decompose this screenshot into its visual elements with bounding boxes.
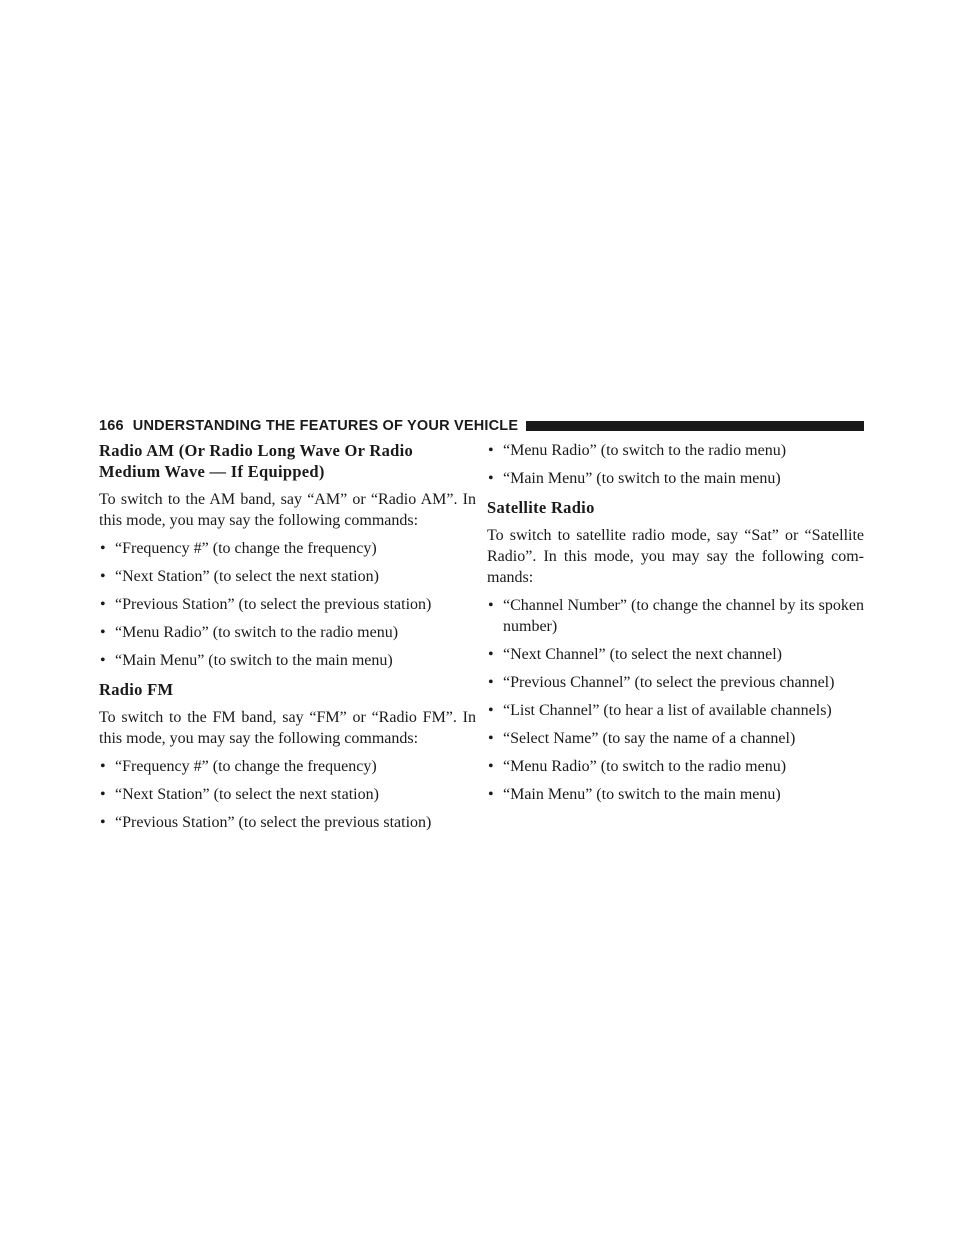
list-item — [99, 812, 476, 833]
bullet-icon: • — [100, 652, 106, 669]
page-number: 166 — [99, 418, 124, 434]
list-item — [487, 644, 864, 665]
bullet-icon: • — [488, 470, 494, 487]
bullet-icon: • — [100, 540, 106, 557]
section-title: UNDERSTANDING THE FEATURES OF YOUR VEHICLE — [132, 418, 519, 434]
list-item — [487, 595, 864, 637]
list-item-text: “Menu Radio” (to switch to the radio menu) — [115, 624, 399, 641]
list-item-text: “Previous Station” (to select the previous station) — [115, 814, 432, 831]
list-item-text: “Main Menu” (to switch to the main menu) — [503, 786, 781, 803]
fm-intro: To switch to the FM band, say “FM” or “Radio FM”. In this mode, you may say the following commands: — [99, 709, 476, 747]
fm-command-list-continued — [487, 440, 864, 489]
list-item-text: “Main Menu” (to switch to the main menu) — [115, 652, 393, 669]
list-item — [99, 784, 476, 805]
bullet-icon: • — [100, 786, 106, 803]
left-column — [99, 440, 476, 840]
satellite-heading: Satellite Radio — [487, 498, 595, 517]
list-item-text: “Frequency #” (to change the frequency) — [115, 540, 377, 557]
list-item — [487, 784, 864, 805]
list-item — [487, 468, 864, 489]
list-item-text: “Next Channel” (to select the next channel) — [503, 646, 782, 663]
fm-heading: Radio FM — [99, 680, 174, 699]
bullet-icon: • — [488, 786, 494, 803]
list-item — [487, 700, 864, 721]
bullet-icon: • — [100, 624, 106, 641]
list-item-text: “Previous Channel” (to select the previous channel) — [503, 674, 835, 691]
bullet-icon: • — [100, 814, 106, 831]
list-item — [99, 594, 476, 615]
list-item — [487, 672, 864, 693]
list-item — [99, 622, 476, 643]
satellite-command-list — [487, 595, 864, 805]
list-item — [487, 440, 864, 461]
bullet-icon: • — [488, 597, 494, 614]
list-item-text: “Channel Number” (to change the channel by its spoken number) — [503, 597, 864, 635]
list-item — [487, 756, 864, 777]
bullet-icon: • — [488, 442, 494, 459]
list-item-text: “Previous Station” (to select the previous station) — [115, 596, 432, 613]
list-item — [487, 728, 864, 749]
list-item — [99, 538, 476, 559]
list-item — [99, 756, 476, 777]
bullet-icon: • — [100, 568, 106, 585]
list-item-text: “Select Name” (to say the name of a channel) — [503, 730, 796, 747]
list-item-text: “Main Menu” (to switch to the main menu) — [503, 470, 781, 487]
header-rule — [526, 421, 864, 431]
list-item-text: “Next Station” (to select the next station) — [115, 786, 379, 803]
page-header — [99, 416, 864, 436]
bullet-icon: • — [100, 758, 106, 775]
list-item-text: “List Channel” (to hear a list of available channels) — [503, 702, 832, 719]
bullet-icon: • — [100, 596, 106, 613]
bullet-icon: • — [488, 730, 494, 747]
fm-command-list — [99, 756, 476, 833]
bullet-icon: • — [488, 702, 494, 719]
list-item-text: “Menu Radio” (to switch to the radio menu) — [503, 442, 787, 459]
bullet-icon: • — [488, 674, 494, 691]
am-heading: Radio AM (Or Radio Long Wave Or Radio Medium Wave — If Equipped) — [99, 441, 414, 481]
list-item-text: “Frequency #” (to change the frequency) — [115, 758, 377, 775]
right-column — [487, 440, 864, 812]
list-item-text: “Next Station” (to select the next station) — [115, 568, 379, 585]
list-item — [99, 650, 476, 671]
satellite-intro: To switch to satellite radio mode, say “Sat” or “Satellite Radio”. In this mode, you may say the following com-mands: — [487, 527, 864, 586]
list-item-text: “Menu Radio” (to switch to the radio menu) — [503, 758, 787, 775]
list-item — [99, 566, 476, 587]
bullet-icon: • — [488, 758, 494, 775]
bullet-icon: • — [488, 646, 494, 663]
am-intro: To switch to the AM band, say “AM” or “Radio AM”. In this mode, you may say the following commands: — [99, 491, 476, 529]
am-command-list — [99, 538, 476, 671]
